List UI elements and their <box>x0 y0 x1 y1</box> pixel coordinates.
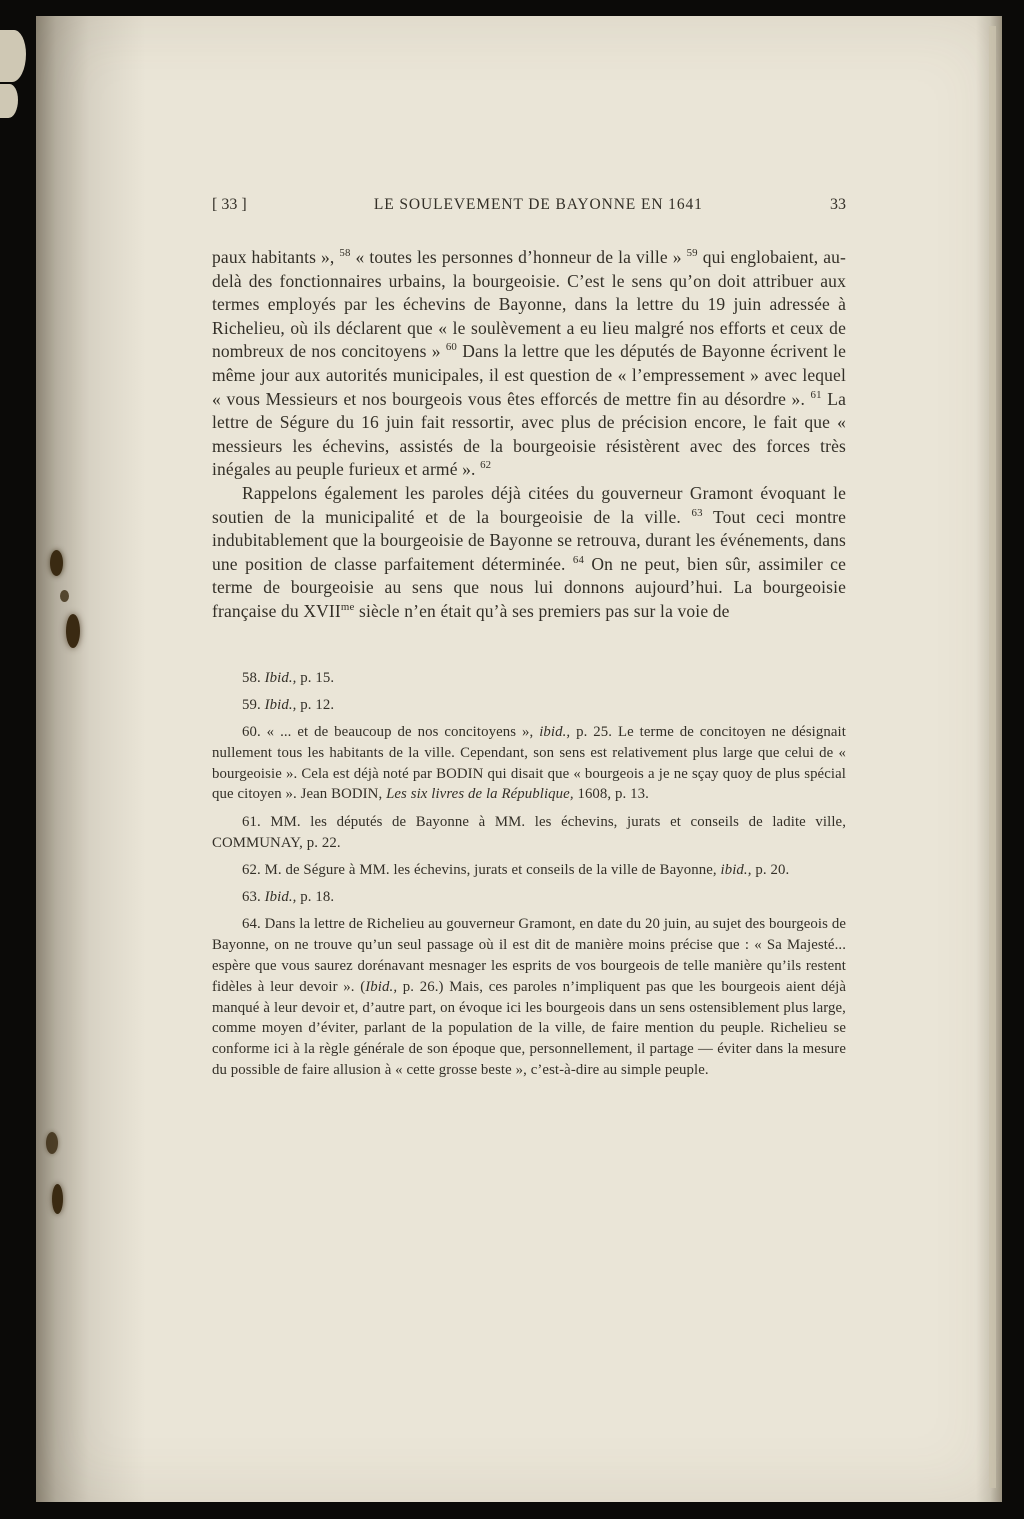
footnote-64 <box>212 914 846 1080</box>
footnote-61 <box>212 812 846 854</box>
footnote-ref-62: 62 <box>480 459 492 472</box>
text-segment-italic: Ibid., <box>264 669 297 686</box>
text-segment: paux habitants », <box>212 247 340 267</box>
text-segment: siècle n’en était qu’à ses premiers pas sur la voie de <box>354 600 730 621</box>
footnote-ref-60: 60 <box>445 341 458 354</box>
binding-stain <box>46 1132 58 1154</box>
binding-gutter-shadow <box>36 16 146 1502</box>
binding-stain <box>66 614 80 648</box>
text-segment: p. 26.) Mais, ces paroles n’impliquent pas que les bourgeois aient déjà manqué à leur devoir et, d’autre part, on évoque ici les bourgeois dans un sens ostensiblement plus large, comme moyen d’éviter, parlant de la population de la ville, de faire mention du peuple. Richelieu se conforme ici à la règle générale de son époque que, personnellement, il partage — éviter dans la mesure du possible de faire allusion à « cette grosse beste », c’est-à-dire au simple peuple. <box>212 978 847 1079</box>
footnote-58 <box>212 668 846 689</box>
text-segment: 61. MM. les députés de Bayonne à MM. les échevins, jurats et conseils de ladite ville, COMMUNAY, p. 22. <box>212 813 846 851</box>
footnote-ref-59: 59 <box>686 247 698 260</box>
binding-stain <box>60 590 69 602</box>
text-segment-italic: ibid., <box>720 861 752 878</box>
text-segment: 62. M. de Ségure à MM. les échevins, jurats et conseils de la ville de Bayonne, <box>242 861 721 878</box>
paper-page <box>36 16 1002 1502</box>
running-title: LE SOULEVEMENT DE BAYONNE EN 1641 <box>373 196 703 213</box>
body-paragraph-2 <box>212 482 846 624</box>
text-segment: La lettre de Ségure du 16 juin fait ressortir, avec plus de précision encore, le fait que « messieurs les échevins, assistés de la bourgeoisie résistèrent avec des forces très inégales au peuple furieux et armé ». <box>212 388 846 480</box>
running-header <box>212 196 846 214</box>
text-segment: Rappelons également les paroles déjà citées du gouverneur Gramont évoquant le soutien de la municipalité et de la bourgeoisie de la ville. <box>212 482 846 527</box>
footnote-ref-64: 64 <box>572 553 585 566</box>
text-segment: 60. « ... et de beaucoup de nos concitoyens », <box>242 724 540 741</box>
text-segment: On ne peut, bien sûr, assimiler ce terme de bourgeoisie au sens que nous lui donnons aujourd’hui. La bourgeoisie française du XVII <box>212 553 846 621</box>
text-segment: 63. <box>242 889 265 906</box>
footnote-ref-58: 58 <box>339 247 351 260</box>
text-segment: 58. <box>242 669 265 686</box>
text-segment: Tout ceci montre indubitablement que la bourgeoisie de Bayonne se retrouva, durant les événements, dans une position de classe parfaitement déterminée. <box>212 506 846 574</box>
text-segment: p. 18. <box>296 889 335 906</box>
body-text <box>212 246 846 624</box>
page-edge-strip <box>989 26 996 1488</box>
text-segment-italic: Ibid., <box>264 696 297 713</box>
text-segment: 59. <box>242 696 265 713</box>
footnote-60 <box>212 722 846 805</box>
footnote-ref-63: 63 <box>691 506 703 519</box>
footnote-59 <box>212 695 846 716</box>
text-segment-italic: Les six livres de la République, <box>386 786 574 803</box>
footnote-ref-61: 61 <box>810 388 822 401</box>
torn-paper-fragment <box>0 84 18 118</box>
torn-paper-fragment <box>0 30 26 82</box>
text-segment: p. 15. <box>296 669 335 686</box>
body-paragraph-1 <box>212 246 846 482</box>
text-segment: p. 12. <box>296 696 335 713</box>
text-segment: p. 25. Le terme de concitoyen ne désignait nullement tous les habitants de la ville. Cependant, son sens est relativement plus large que celui de « bourgeoisie ». Cela est déjà noté par BODIN qui disait que « bourgeois a je ne sçay quoy de plus spécial que citoyen ». Jean BODIN, <box>212 724 846 803</box>
text-segment-italic: Ibid., <box>365 978 398 995</box>
text-segment-italic: Ibid., <box>264 889 297 906</box>
margin-citation-number: [ 33 ] <box>212 196 247 213</box>
text-segment: 1608, p. 13. <box>573 786 649 803</box>
text-segment: p. 20. <box>751 861 790 878</box>
text-segment-italic: ibid., <box>539 724 571 741</box>
text-segment: « toutes les personnes d’honneur de la ville » <box>350 247 687 267</box>
text-segment: 64. Dans la lettre de Richelieu au gouverneur Gramont, en date du 20 juin, au sujet des bourgeois de Bayonne, on ne trouve qu’un seul passage où il est dit de manière moins précise que : « Sa Majesté... espère que vous saurez dorénavant mesnager les esprits de vos bourgeois de telle manière qu’ils restent fidèles à leur devoir ». ( <box>212 916 846 995</box>
footnote-62 <box>212 860 846 881</box>
text-segment: qui englobaient, au-delà des fonctionnaires urbains, la bourgeoisie. C’est le sens qu’on doit attribuer aux termes employés par les échevins de Bayonne, dans la lettre du 19 juin adressée à Richelieu, où ils déclarent que « le soulèvement a eu lieu malgré nos efforts et ceux de nombreux de nos concitoyens » <box>212 247 846 362</box>
footnote-63 <box>212 887 846 908</box>
footnotes-section <box>212 668 846 1081</box>
binding-stain <box>52 1184 63 1214</box>
text-column <box>212 196 846 1087</box>
ordinal-superscript: me <box>340 601 355 614</box>
binding-stain <box>50 550 63 576</box>
text-segment: Dans la lettre que les députés de Bayonne écrivent le même jour aux autorités municipales, il est question de « l’empressement » avec lequel « vous Messieurs et nos bourgeois vous êtes efforcés de mettre fin au désordre ». <box>212 341 846 409</box>
page-number: 33 <box>830 196 846 213</box>
